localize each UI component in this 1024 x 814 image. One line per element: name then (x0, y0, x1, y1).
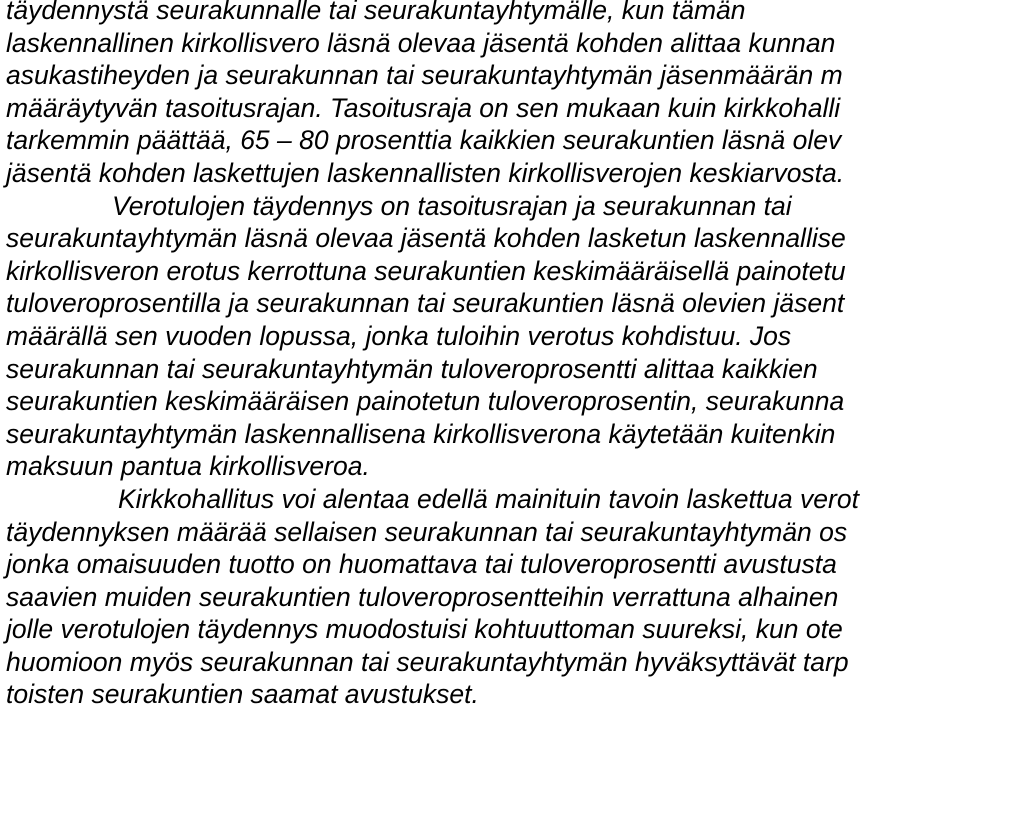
text-line: täydennystä seurakunnalle tai seurakuntayhtymälle, kun tämän (6, 0, 746, 25)
paragraph-first-line: Kirkkohallitus voi alentaa edellä mainituin tavoin laskettua verot (118, 483, 859, 514)
text-line: tarkemmin päättää, 65 – 80 prosenttia kaikkien seurakuntien läsnä olev (6, 125, 842, 156)
text-line: kirkollisveron erotus kerrottuna seurakuntien keskimääräisellä painotetu (6, 255, 846, 286)
document-text (6, 0, 859, 711)
text-line: laskennallinen kirkollisvero läsnä olevaa jäsentä kohden alittaa kunnan (6, 27, 836, 58)
text-line: jäsentä kohden laskettujen laskennallisten kirkollisverojen keskiarvosta. (6, 157, 845, 188)
paragraph-first-line: Verotulojen täydennys on tasoitusrajan ja seurakunnan tai (112, 190, 792, 221)
text-line: jolle verotulojen täydennys muodostuisi kohtuuttoman suureksi, kun ote (6, 614, 843, 645)
text-line: seurakuntayhtymän läsnä olevaa jäsentä kohden lasketun laskennallise (6, 223, 846, 254)
text-line: seurakuntien keskimääräisen painotetun tuloveroprosentin, seurakunna (6, 386, 845, 417)
text-line: jonka omaisuuden tuotto on huomattava tai tuloveroprosentti avustusta (6, 549, 837, 580)
text-line: huomioon myös seurakunnan tai seurakuntayhtymän hyväksyttävät tarp (6, 646, 849, 677)
text-line: saavien muiden seurakuntien tuloveroprosentteihin verrattuna alhainen (6, 581, 839, 612)
text-line: maksuun pantua kirkollisveroa. (6, 451, 370, 482)
text-line: täydennyksen määrää sellaisen seurakunnan tai seurakuntayhtymän os (6, 516, 848, 547)
text-line: määrällä sen vuoden lopussa, jonka tuloihin verotus kohdistuu. Jos (6, 320, 792, 351)
text-line: seurakuntayhtymän laskennallisena kirkollisverona käytetään kuitenkin (6, 418, 836, 449)
text-line: toisten seurakuntien saamat avustukset. (6, 679, 479, 710)
text-line: tuloveroprosentilla ja seurakunnan tai seurakuntien läsnä olevien jäsent (6, 288, 845, 319)
text-line: asukastiheyden ja seurakunnan tai seurakuntayhtymän jäsenmäärän m (6, 60, 843, 91)
text-line: seurakunnan tai seurakuntayhtymän tuloveroprosentti alittaa kaikkien (6, 353, 818, 384)
text-line: määräytyvän tasoitusrajan. Tasoitusraja on sen mukaan kuin kirkkohalli (6, 92, 841, 123)
